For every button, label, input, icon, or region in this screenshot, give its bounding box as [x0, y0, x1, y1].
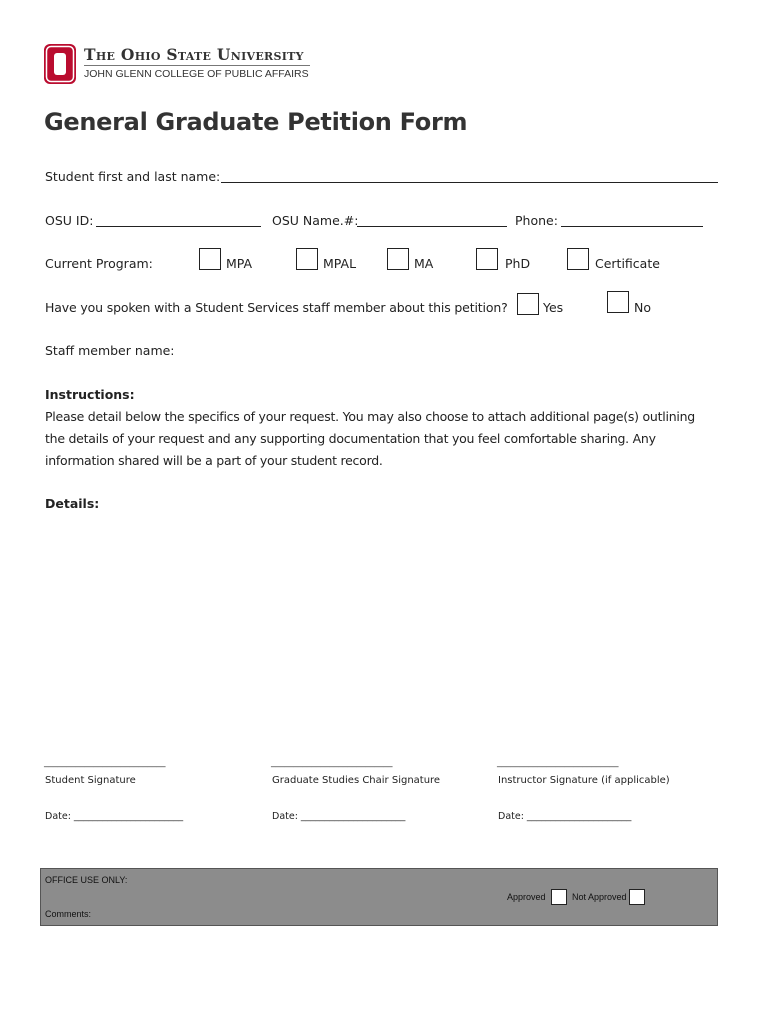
program-checkbox-certificate[interactable] [567, 248, 589, 270]
form-title: General Graduate Petition Form [44, 108, 468, 136]
program-checkbox-mpa[interactable] [199, 248, 221, 270]
header-divider [84, 65, 310, 66]
chair-signature-date[interactable]: Date: ______________________ [272, 811, 406, 822]
spoken-yes-label: Yes [543, 300, 564, 315]
comments-label: Comments: [45, 909, 92, 919]
block-o-logo-icon [44, 44, 76, 84]
program-checkbox-ma[interactable] [387, 248, 409, 270]
college-name: JOHN GLENN COLLEGE OF PUBLIC AFFAIRS [84, 68, 309, 80]
student-signature-label: Student Signature [45, 775, 136, 786]
program-checkbox-phd[interactable] [476, 248, 498, 270]
approved-checkbox[interactable] [551, 889, 567, 905]
instructions-line: Please detail below the specifics of your request. You may also choose to attach additional page(s) outlining [45, 409, 695, 424]
details-area[interactable] [45, 520, 718, 750]
program-option-mpa: MPA [226, 256, 253, 271]
details-heading: Details: [45, 496, 100, 511]
spoken-question: Have you spoken with a Student Services staff member about this petition? [45, 300, 508, 315]
student-signature-date[interactable]: Date: _______________________ [45, 811, 184, 822]
approved-label: Approved [507, 892, 546, 902]
signature-line[interactable]: ___________________________ [44, 758, 166, 768]
instructor-signature-date[interactable]: Date: ______________________ [498, 811, 632, 822]
program-option-certificate: Certificate [595, 256, 660, 271]
student-name-label: Student first and last name: [45, 169, 221, 184]
chair-signature-label: Graduate Studies Chair Signature [272, 775, 441, 786]
osu-id-label: OSU ID: [45, 213, 94, 228]
staff-member-label: Staff member name: [45, 343, 175, 358]
osu-name-field[interactable] [357, 226, 507, 227]
not-approved-label: Not Approved [572, 892, 627, 902]
office-use-heading: OFFICE USE ONLY: [45, 875, 128, 885]
spoken-no-checkbox[interactable] [607, 291, 629, 313]
office-use-panel [40, 868, 718, 926]
program-option-mpal: MPAL [323, 256, 357, 271]
spoken-yes-checkbox[interactable] [517, 293, 539, 315]
program-option-ma: MA [414, 256, 434, 271]
program-checkbox-mpal[interactable] [296, 248, 318, 270]
program-label: Current Program: [45, 256, 153, 271]
phone-label: Phone: [515, 213, 558, 228]
instructions-line: information shared will be a part of your student record. [45, 453, 383, 468]
university-name: The Ohio State University [84, 45, 304, 64]
signature-line[interactable]: ___________________________ [497, 758, 619, 768]
instructions-heading: Instructions: [45, 387, 135, 402]
osu-id-field[interactable] [96, 226, 261, 227]
instructor-signature-label: Instructor Signature (if applicable) [498, 775, 670, 786]
phone-field[interactable] [561, 226, 703, 227]
osu-name-label: OSU Name.#: [272, 213, 359, 228]
not-approved-checkbox[interactable] [629, 889, 645, 905]
signature-line[interactable]: ___________________________ [271, 758, 393, 768]
instructions-line: the details of your request and any supporting documentation that you feel comfortable sharing. Any [45, 431, 656, 446]
student-name-field[interactable] [221, 182, 718, 183]
spoken-no-label: No [634, 300, 651, 315]
program-option-phd: PhD [505, 256, 531, 271]
